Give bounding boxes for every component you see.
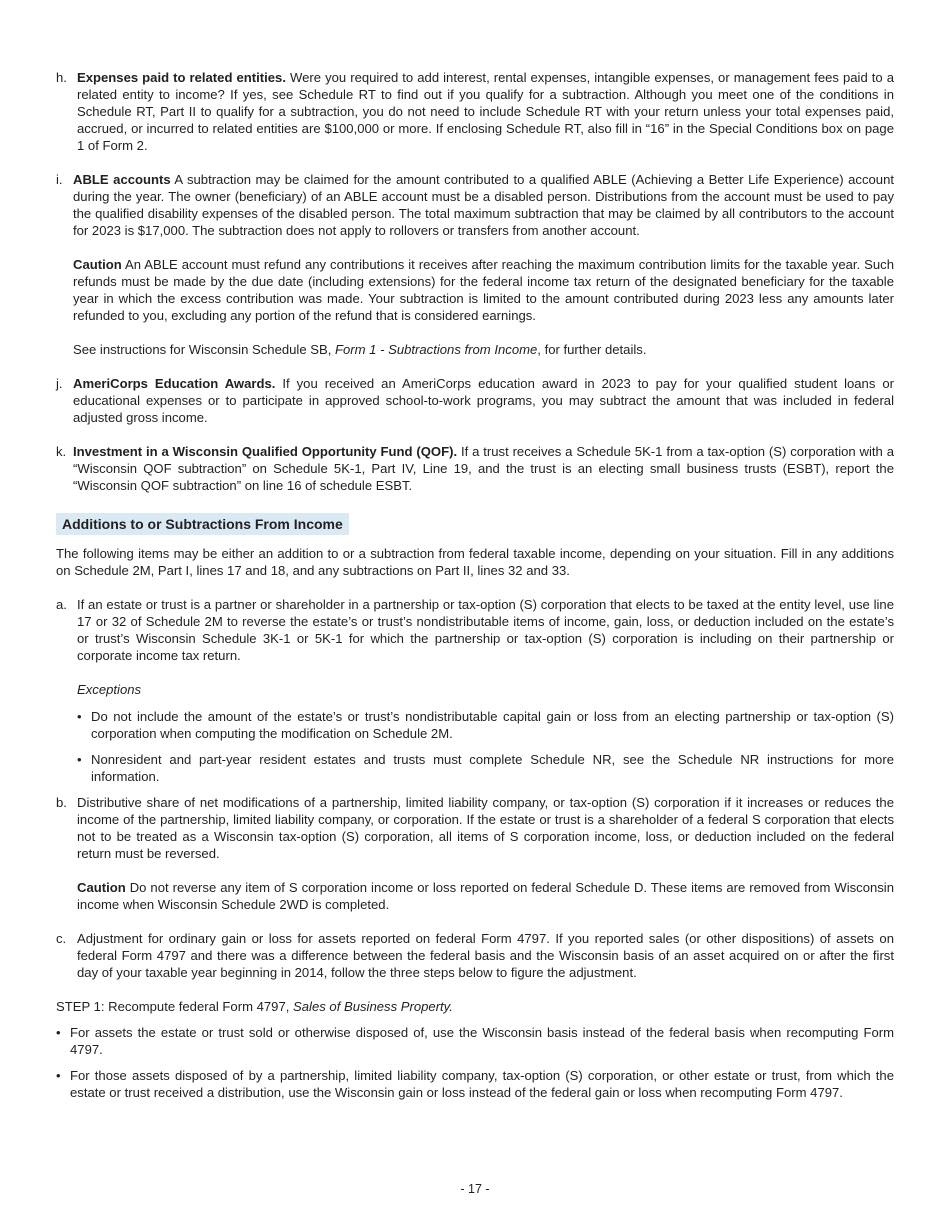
caution-label: Caution	[73, 257, 122, 272]
item-marker: b.	[56, 795, 67, 810]
exceptions-list	[77, 708, 894, 785]
item-c	[56, 930, 894, 981]
item-text: If an estate or trust is a partner or shareholder in a partnership or tax-option (S) corporation that elects to be taxed at the entity level, use line 17 or 32 of Schedule 2M to reverse the estate’s or trust’s nondistributable items of income, gain, loss, or deduction included on the estate’s or trust’s Wisconsin Schedule 3K-1 or 5K-1 for which the partnership or tax-option (S) corporation is including on their partnership or corporate income tax return.	[77, 597, 894, 663]
list-item: • Nonresident and part-year resident estates and trusts must complete Schedule NR, see the Schedule NR instructions for more information.	[77, 752, 894, 784]
section-heading: Additions to or Subtractions From Income	[56, 513, 349, 535]
item-title: Expenses paid to related entities.	[77, 70, 286, 85]
exceptions-label: Exceptions	[77, 682, 142, 697]
item-title: AmeriCorps Education Awards.	[73, 376, 276, 391]
item-marker: k.	[56, 444, 67, 459]
item-marker: c.	[56, 931, 67, 946]
see-suffix: , for further details.	[537, 342, 647, 357]
list-item: • For those assets disposed of by a partnership, limited liability company, tax-option (S) corporation, or other estate or trust, from which the estate or trust received a distribution, use the Wisconsin gain or loss instead of the federal gain or loss when recomputing Form 4797.	[56, 1068, 894, 1100]
item-h	[56, 69, 894, 154]
item-text: Were you required to add interest, rental expenses, intangible expenses, or management fees paid to a related entity to income? If yes, see Schedule RT to find out if you qualify for a subtraction. Although you meet one of the conditions in Schedule RT, Part II to qualify for a subtraction, you do not need to include Schedule RT with your return unless your total expenses paid, accrued, or incurred to related entities are $100,000 or more. If enclosing Schedule RT, also fill in “16” in the Special Conditions box on page 1 of Form 2.	[77, 70, 894, 153]
section-intro: The following items may be either an addition to or a subtraction from federal taxable income, depending on your situation. Fill in any additions on Schedule 2M, Part I, lines 17 and 18, and any subtractions on Part II, lines 32 and 33.	[56, 546, 894, 578]
list-item: • For assets the estate or trust sold or otherwise disposed of, use the Wisconsin basis instead of the federal basis when recomputing Form 4797.	[56, 1025, 894, 1057]
item-a	[56, 596, 894, 785]
item-marker: j.	[56, 376, 63, 391]
page-number: - 17 -	[460, 1182, 490, 1196]
caution-label: Caution	[77, 880, 126, 895]
see-title: Form 1 - Subtractions from Income	[335, 342, 538, 357]
item-text: If a trust receives a Schedule 5K-1 from a tax-option (S) corporation with a “Wisconsin QOF subtraction” on Schedule 5K-1, Part IV, Line 19, and the trust is an electing small business trusts (ESBT), report the “Wisconsin QOF subtraction” on line 16 of schedule ESBT.	[73, 444, 894, 493]
item-marker: i.	[56, 172, 63, 187]
item-text: Distributive share of net modifications of a partnership, limited liability company, or tax-option (S) corporation if it increases or reduces the income of the partnership, limited liability company, or corporation. If the estate or trust is a shareholder of a federal S corporation that elects not to be treated as a Wisconsin tax-option (S) corporation, all items of S corporation income, loss, or deduction included on the federal return must be reversed.	[77, 795, 894, 861]
item-marker: a.	[56, 597, 67, 612]
item-text: Adjustment for ordinary gain or loss for assets reported on federal Form 4797. If you reported sales (or other dispositions) of assets on federal Form 4797 and there was a difference between the federal basis and the Wisconsin basis of an asset acquired on or after the first day of your taxable year beginning in 2014, follow the three steps below to figure the adjustment.	[77, 931, 894, 980]
item-k	[56, 443, 894, 494]
item-text: If you received an AmeriCorps education award in 2023 to pay for your qualified student loans or educational expenses or to participate in approved school-to-work programs, you may subtract the amount that was included in federal adjusted gross income.	[73, 376, 895, 425]
item-i	[56, 171, 894, 358]
bullet-icon: •	[77, 709, 82, 724]
list-item: • Do not include the amount of the estate’s or trust’s nondistributable capital gain or loss from an electing partnership or tax-option (S) corporation when computing the modification on Schedule 2M.	[77, 709, 894, 741]
item-b	[56, 794, 894, 913]
item-j	[56, 375, 894, 426]
item-title: Investment in a Wisconsin Qualified Opportunity Fund (QOF).	[73, 444, 458, 459]
bullet-icon: •	[77, 752, 82, 767]
bullet-icon: •	[56, 1068, 61, 1083]
document-page	[56, 69, 894, 1110]
caution-text: Do not reverse any item of S corporation income or loss reported on federal Schedule D. These items are removed from Wisconsin income when Wisconsin Schedule 2WD is completed.	[77, 880, 894, 912]
item-marker: h.	[56, 70, 67, 85]
see-prefix: See instructions for Wisconsin Schedule SB,	[73, 342, 335, 357]
step1-list	[56, 1024, 894, 1101]
item-text: A subtraction may be claimed for the amount contributed to a qualified ABLE (Achieving a Better Life Experience) account during the year. The owner (beneficiary) of an ABLE account must be a disabled person. Distributions from the account must be used to pay the qualified disability expenses of the disabled person. The total maximum subtraction that may be claimed by all contributors to the account for 2023 is $17,000. The subtraction does not apply to rollovers or transfers from another account.	[73, 172, 894, 238]
bullet-icon: •	[56, 1025, 61, 1040]
caution-text: An ABLE account must refund any contributions it receives after reaching the maximum contribution limits for the taxable year. Such refunds must be made by the due date (including extensions) for the federal income tax return of the designated beneficiary for the taxable year in which the excess contribution was made. Your subtraction is limited to the amount contributed during 2023 less any amounts later refunded to you, excluding any portion of the refund that is considered earnings.	[73, 257, 894, 323]
step1-heading: STEP 1: Recompute federal Form 4797, Sales of Business Property.	[56, 999, 453, 1014]
item-title: ABLE accounts	[73, 172, 171, 187]
